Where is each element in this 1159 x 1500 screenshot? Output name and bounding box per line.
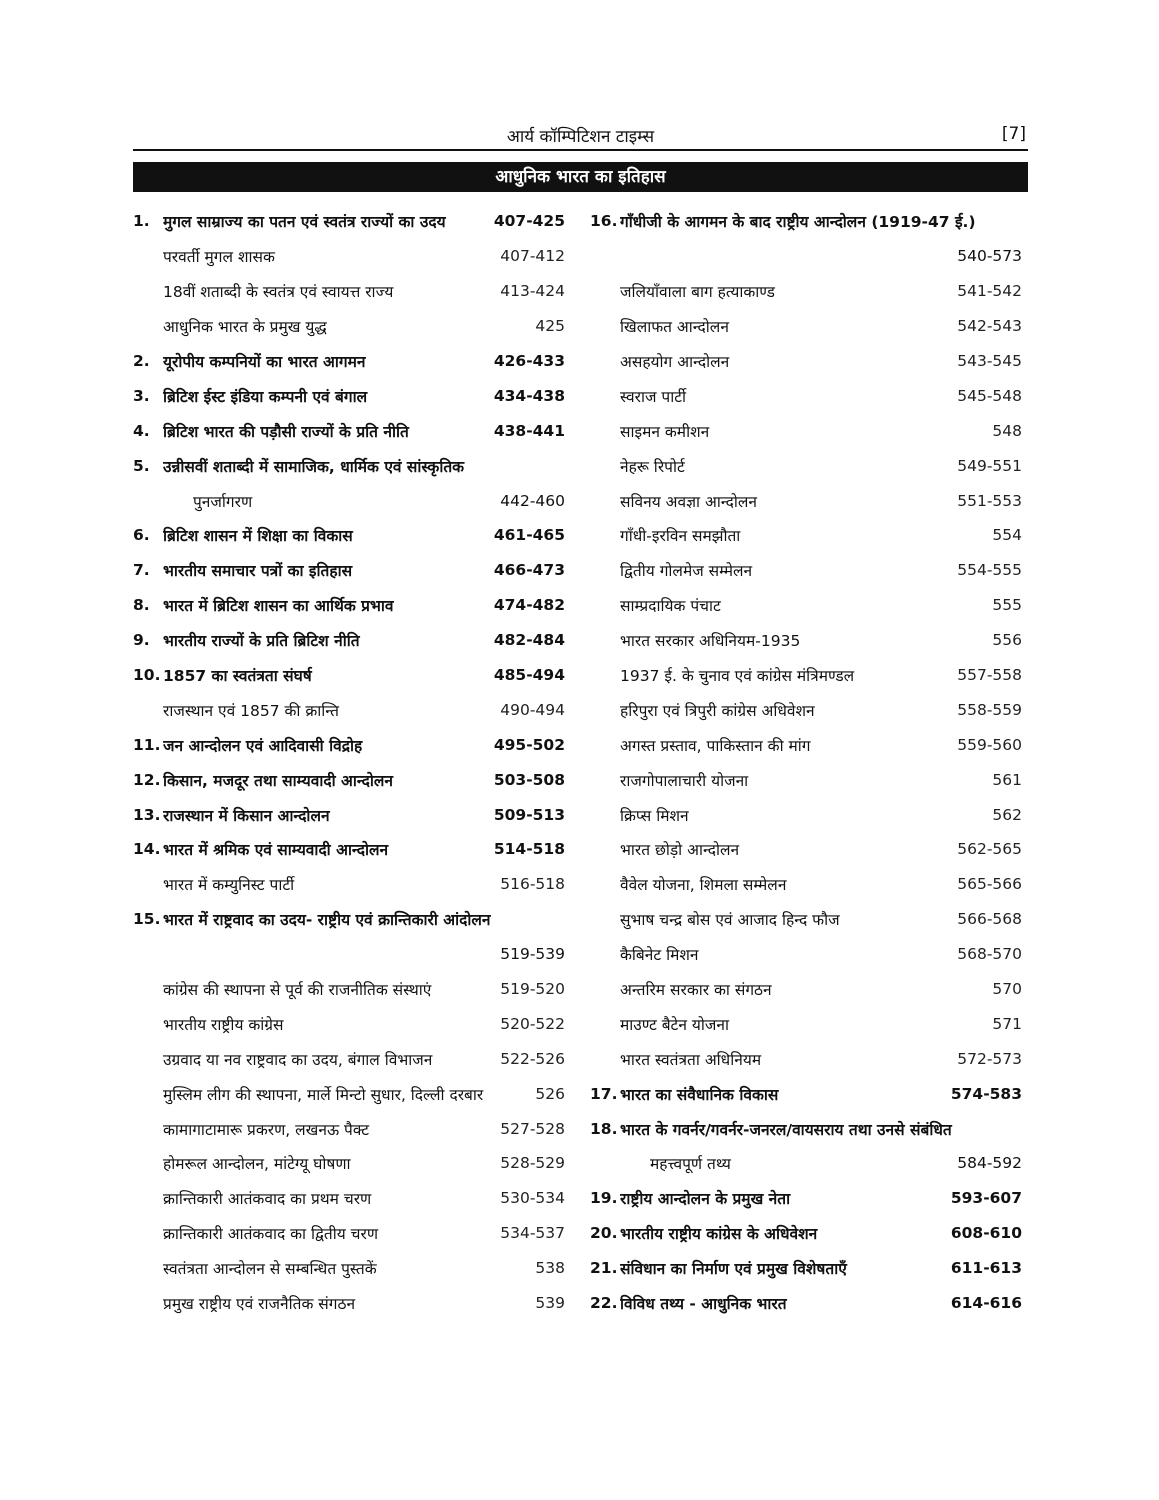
entry-number: 2. — [133, 352, 150, 370]
entry-pages: 608-610 — [950, 1224, 1022, 1243]
entry-title: कांग्रेस की स्थापना से पूर्व की राजनीतिक संस्थाएं — [163, 981, 432, 1000]
entry-pages: 425 — [535, 317, 565, 336]
entry-title: गाँधी-इरविन समझौता — [620, 527, 741, 546]
toc-subtopic-entry[interactable] — [133, 1286, 565, 1321]
entry-pages: 558-559 — [957, 700, 1022, 719]
toc-subtopic-entry[interactable] — [590, 413, 1022, 448]
entry-number: 13. — [133, 805, 161, 824]
entry-pages: 522-526 — [500, 1049, 565, 1068]
toc-chapter-entry[interactable] — [590, 1111, 1022, 1146]
toc-subtopic-entry[interactable] — [590, 483, 1022, 518]
entry-number: 1. — [133, 212, 150, 231]
toc-subtopic-entry[interactable] — [590, 274, 1022, 309]
entry-title: मुस्लिम लीग की स्थापना, मार्ले मिन्टो सुधार, दिल्ली दरबार — [163, 1085, 484, 1104]
toc-subtopic-entry[interactable] — [133, 1006, 565, 1041]
entry-title: भारत सरकार अधिनियम-1935 — [620, 632, 801, 651]
entry-pages: 554-555 — [957, 561, 1022, 580]
entry-title: जन आन्दोलन एवं आदिवासी विद्रोह — [163, 736, 363, 755]
entry-title: पुनर्जागरण — [193, 492, 253, 511]
entry-title: हरिपुरा एवं त्रिपुरी कांग्रेस अधिवेशन — [620, 701, 815, 720]
toc-subtopic-entry[interactable] — [590, 588, 1022, 623]
entry-pages: 557-558 — [957, 666, 1022, 685]
toc-subtopic-entry[interactable] — [590, 692, 1022, 727]
entry-title: क्रान्तिकारी आतंकवाद का प्रथम चरण — [163, 1190, 372, 1209]
entry-pages: 572-573 — [957, 1049, 1022, 1068]
toc-subtopic-entry[interactable] — [590, 309, 1022, 344]
toc-subtopic-entry[interactable] — [590, 658, 1022, 693]
toc-chapter-entry[interactable] — [133, 727, 565, 762]
entry-pages: 542-543 — [957, 317, 1022, 336]
entry-pages: 526 — [535, 1084, 565, 1103]
entry-title: भारत स्वतंत्रता अधिनियम — [620, 1050, 762, 1069]
entry-title: विविध तथ्य - आधुनिक भारत — [620, 1295, 787, 1314]
entry-pages: 503-508 — [493, 770, 565, 789]
entry-title: अन्तरिम सरकार का संगठन — [620, 981, 772, 1000]
entry-pages: 530-534 — [500, 1189, 565, 1208]
toc-subtopic-entry[interactable] — [590, 832, 1022, 867]
entry-pages: 519-539 — [500, 945, 565, 964]
entry-pages: 568-570 — [957, 945, 1022, 964]
entry-pages: 593-607 — [950, 1189, 1022, 1208]
entry-title: क्रान्तिकारी आतंकवाद का द्वितीय चरण — [163, 1225, 379, 1244]
toc-subtopic-entry[interactable] — [133, 972, 565, 1007]
toc-chapter-entry[interactable] — [133, 553, 565, 588]
entry-title: 1857 का स्वतंत्रता संघर्ष — [163, 667, 312, 686]
entry-pages: 495-502 — [493, 735, 565, 754]
entry-title: आधुनिक भारत के प्रमुख युद्ध — [163, 318, 327, 337]
entry-title: मुगल साम्राज्य का पतन एवं स्वतंत्र राज्यों का उदय — [163, 213, 446, 232]
section-banner: आधुनिक भारत का इतिहास — [133, 162, 1028, 192]
entry-title: भारतीय समाचार पत्रों का इतिहास — [163, 562, 353, 581]
entry-pages: 611-613 — [950, 1259, 1022, 1278]
toc-subtopic-entry[interactable] — [590, 344, 1022, 379]
entry-title: सविनय अवज्ञा आन्दोलन — [620, 492, 757, 511]
entry-title: नेहरू रिपोर्ट — [620, 457, 685, 476]
entry-pages: 426-433 — [493, 352, 565, 370]
toc-left-column — [133, 204, 565, 1321]
entry-title: भारतीय राज्यों के प्रति ब्रिटिश नीति — [163, 632, 360, 651]
entry-pages: 614-616 — [950, 1294, 1022, 1313]
toc-entry-continuation[interactable] — [590, 1146, 1022, 1181]
header-rule — [133, 149, 1028, 151]
entry-pages: 466-473 — [493, 561, 565, 580]
toc-subtopic-entry[interactable] — [133, 1076, 565, 1111]
entry-number: 19. — [590, 1189, 618, 1208]
entry-title: भारतीय राष्ट्रीय कांग्रेस — [163, 1015, 284, 1034]
toc-chapter-entry[interactable] — [133, 448, 565, 483]
entry-pages: 556 — [992, 631, 1022, 650]
entry-title: असहयोग आन्दोलन — [620, 353, 730, 371]
entry-title: गाँधीजी के आगमन के बाद राष्ट्रीय आन्दोलन (1919-47 ई.) — [620, 213, 976, 232]
entry-title: 1937 ई. के चुनाव एवं कांग्रेस मंत्रिमण्डल — [620, 667, 855, 686]
toc-subtopic-entry[interactable] — [133, 867, 565, 902]
entry-number: 14. — [133, 840, 161, 859]
toc-chapter-entry[interactable] — [133, 344, 565, 379]
entry-pages: 438-441 — [493, 421, 565, 440]
entry-number: 8. — [133, 596, 150, 615]
entry-title: वैवेल योजना, शिमला सम्मेलन — [620, 876, 787, 895]
entry-title: प्रमुख राष्ट्रीय एवं राजनैतिक संगठन — [163, 1295, 356, 1314]
toc-subtopic-entry[interactable] — [590, 378, 1022, 413]
toc-subtopic-entry[interactable] — [590, 867, 1022, 902]
entry-title: राजगोपालाचारी योजना — [620, 771, 749, 790]
toc-subtopic-entry[interactable] — [590, 1006, 1022, 1041]
entry-title: महत्त्वपूर्ण तथ्य — [650, 1155, 731, 1174]
toc-subtopic-entry[interactable] — [590, 553, 1022, 588]
entry-number: 20. — [590, 1224, 618, 1243]
toc-subtopic-entry[interactable] — [133, 692, 565, 727]
entry-pages: 509-513 — [493, 805, 565, 824]
entry-pages: 559-560 — [957, 735, 1022, 754]
entry-pages: 584-592 — [957, 1154, 1022, 1173]
toc-subtopic-entry[interactable] — [590, 623, 1022, 658]
entry-pages: 485-494 — [493, 666, 565, 685]
toc-chapter-entry[interactable] — [133, 204, 565, 239]
toc-subtopic-entry[interactable] — [590, 972, 1022, 1007]
entry-title: स्वतंत्रता आन्दोलन से सम्बन्धित पुस्तकें — [163, 1260, 377, 1279]
entry-title: भारत में राष्ट्रवाद का उदय- राष्ट्रीय एवं क्रान्तिकारी आंदोलन — [163, 911, 491, 930]
entry-pages: 407-412 — [500, 247, 565, 266]
entry-pages: 551-553 — [957, 491, 1022, 510]
entry-pages: 565-566 — [957, 875, 1022, 894]
entry-title: भारत में कम्युनिस्ट पार्टी — [163, 876, 295, 895]
entry-number: 18. — [590, 1119, 618, 1138]
toc-chapter-entry[interactable] — [133, 797, 565, 832]
toc-right-column — [590, 204, 1022, 1321]
entry-title: 18वीं शताब्दी के स्वतंत्र एवं स्वायत्त राज्य — [163, 283, 394, 302]
entry-title: राजस्थान एवं 1857 की क्रान्ति — [163, 701, 339, 720]
toc-subtopic-entry[interactable] — [133, 309, 565, 344]
entry-title: उग्रवाद या नव राष्ट्रवाद का उदय, बंगाल विभाजन — [163, 1050, 433, 1069]
entry-number: 5. — [133, 456, 150, 475]
entry-pages: 413-424 — [500, 282, 565, 301]
toc-chapter-entry[interactable] — [590, 204, 1022, 239]
entry-title: कैबिनेट मिशन — [620, 946, 699, 965]
entry-title: साइमन कमीशन — [620, 422, 710, 441]
toc-chapter-entry[interactable] — [133, 762, 565, 797]
toc-chapter-entry[interactable] — [590, 1251, 1022, 1286]
entry-number: 11. — [133, 735, 161, 754]
entry-pages: 539 — [535, 1294, 565, 1313]
toc-subtopic-entry[interactable] — [590, 518, 1022, 553]
entry-pages: 571 — [992, 1014, 1022, 1033]
toc-chapter-entry[interactable] — [133, 588, 565, 623]
entry-title: उन्नीसवीं शताब्दी में सामाजिक, धार्मिक एवं सांस्कृतिक — [163, 457, 465, 476]
toc-subtopic-entry[interactable] — [590, 902, 1022, 937]
entry-pages: 527-528 — [500, 1119, 565, 1138]
toc-chapter-entry[interactable] — [133, 832, 565, 867]
entry-title: भारत के गवर्नर/गवर्नर-जनरल/वायसराय तथा उनसे संबंधित — [620, 1120, 952, 1139]
entry-pages: 570 — [992, 980, 1022, 999]
toc-chapter-entry[interactable] — [590, 1181, 1022, 1216]
toc-chapter-entry[interactable] — [590, 1286, 1022, 1321]
entry-pages: 482-484 — [493, 631, 565, 650]
entry-title: भारत में श्रमिक एवं साम्यवादी आन्दोलन — [163, 841, 389, 860]
toc-subtopic-entry[interactable] — [133, 1041, 565, 1076]
entry-pages: 442-460 — [500, 491, 565, 510]
entry-title: कामागाटामारू प्रकरण, लखनऊ पैक्ट — [163, 1120, 370, 1139]
toc-entry-continuation[interactable] — [133, 937, 565, 972]
entry-title: राजस्थान में किसान आन्दोलन — [163, 806, 330, 825]
toc-chapter-entry[interactable] — [133, 413, 565, 448]
page-header — [133, 122, 1028, 150]
entry-title: ब्रिटिश ईस्ट इंडिया कम्पनी एवं बंगाल — [163, 387, 368, 406]
entry-title: ब्रिटिश भारत की पड़ौसी राज्यों के प्रति नीति — [163, 422, 409, 441]
entry-pages: 549-551 — [957, 456, 1022, 475]
entry-title: भारत छोड़ो आन्दोलन — [620, 841, 740, 860]
entry-title: किसान, मजदूर तथा साम्यवादी आन्दोलन — [163, 771, 393, 790]
entry-pages: 555 — [992, 596, 1022, 615]
entry-pages: 548 — [992, 421, 1022, 440]
toc-chapter-entry[interactable] — [133, 902, 565, 937]
entry-pages: 490-494 — [500, 700, 565, 719]
entry-pages: 554 — [992, 526, 1022, 545]
page-number: [7] — [1001, 124, 1026, 144]
entry-pages: 434-438 — [493, 386, 565, 405]
entry-title: यूरोपीय कम्पनियों का भारत आगमन — [163, 353, 366, 371]
entry-pages: 562 — [992, 805, 1022, 824]
entry-title: खिलाफत आन्दोलन — [620, 318, 729, 337]
toc-subtopic-entry[interactable] — [133, 1111, 565, 1146]
toc-subtopic-entry[interactable] — [590, 1041, 1022, 1076]
entry-pages: 574-583 — [950, 1084, 1022, 1103]
entry-title: द्वितीय गोलमेज सम्मेलन — [620, 562, 753, 581]
toc-chapter-entry[interactable] — [133, 518, 565, 553]
entry-title: राष्ट्रीय आन्दोलन के प्रमुख नेता — [620, 1190, 791, 1209]
entry-number: 9. — [133, 631, 150, 650]
entry-pages: 562-565 — [957, 840, 1022, 859]
toc-subtopic-entry[interactable] — [590, 448, 1022, 483]
toc-subtopic-entry[interactable] — [133, 1181, 565, 1216]
entry-pages: 461-465 — [493, 526, 565, 545]
entry-title: ब्रिटिश शासन में शिक्षा का विकास — [163, 527, 353, 546]
toc-entry-continuation[interactable] — [590, 239, 1022, 274]
toc-chapter-entry[interactable] — [133, 658, 565, 693]
entry-pages: 514-518 — [493, 840, 565, 859]
toc-subtopic-entry[interactable] — [590, 762, 1022, 797]
entry-title: भारत में ब्रिटिश शासन का आर्थिक प्रभाव — [163, 597, 394, 616]
entry-pages: 540-573 — [957, 247, 1022, 266]
entry-title: स्वराज पार्टी — [620, 387, 687, 406]
entry-number: 15. — [133, 910, 161, 929]
toc-subtopic-entry[interactable] — [133, 239, 565, 274]
entry-number: 3. — [133, 386, 150, 405]
toc-entry-continuation[interactable] — [133, 483, 565, 518]
toc-chapter-entry[interactable] — [590, 1216, 1022, 1251]
entry-title: सुभाष चन्द्र बोस एवं आजाद हिन्द फौज — [620, 911, 840, 930]
entry-title: होमरूल आन्दोलन, मांटेग्यू घोषणा — [163, 1155, 351, 1174]
entry-pages: 407-425 — [493, 212, 565, 231]
entry-title: क्रिप्स मिशन — [620, 806, 689, 825]
entry-pages: 561 — [992, 770, 1022, 789]
toc-subtopic-entry[interactable] — [590, 937, 1022, 972]
entry-number: 17. — [590, 1084, 618, 1103]
entry-pages: 534-537 — [500, 1224, 565, 1243]
entry-title: अगस्त प्रस्ताव, पाकिस्तान की मांग — [620, 736, 811, 755]
entry-pages: 543-545 — [957, 352, 1022, 370]
entry-pages: 545-548 — [957, 386, 1022, 405]
toc-subtopic-entry[interactable] — [590, 727, 1022, 762]
entry-number: 12. — [133, 770, 161, 789]
toc-subtopic-entry[interactable] — [590, 797, 1022, 832]
toc-subtopic-entry[interactable] — [133, 1146, 565, 1181]
entry-number: 4. — [133, 421, 150, 440]
entry-title: भारत का संवैधानिक विकास — [620, 1085, 779, 1104]
entry-title: भारतीय राष्ट्रीय कांग्रेस के अधिवेशन — [620, 1225, 818, 1244]
toc-chapter-entry[interactable] — [133, 378, 565, 413]
entry-number: 6. — [133, 526, 150, 545]
entry-pages: 566-568 — [957, 910, 1022, 929]
entry-title: संविधान का निर्माण एवं प्रमुख विशेषताएँ — [620, 1260, 847, 1279]
entry-pages: 474-482 — [493, 596, 565, 615]
toc-chapter-entry[interactable] — [133, 623, 565, 658]
toc-chapter-entry[interactable] — [590, 1076, 1022, 1111]
entry-number: 10. — [133, 666, 161, 685]
toc-subtopic-entry[interactable] — [133, 1251, 565, 1286]
entry-number: 16. — [590, 212, 618, 231]
toc-subtopic-entry[interactable] — [133, 1216, 565, 1251]
entry-title: साम्प्रदायिक पंचाट — [620, 597, 721, 616]
entry-title: परवर्ती मुगल शासक — [163, 248, 275, 267]
toc-subtopic-entry[interactable] — [133, 274, 565, 309]
entry-title: माउण्ट बैटेन योजना — [620, 1015, 730, 1034]
entry-pages: 519-520 — [500, 980, 565, 999]
entry-pages: 538 — [535, 1259, 565, 1278]
publication-title: आर्य कॉम्पिटिशन टाइम्स — [506, 127, 655, 147]
entry-pages: 528-529 — [500, 1154, 565, 1173]
entry-pages: 520-522 — [500, 1014, 565, 1033]
entry-number: 22. — [590, 1294, 618, 1313]
entry-title: जलियाँवाला बाग हत्याकाण्ड — [620, 283, 775, 302]
entry-pages: 541-542 — [957, 282, 1022, 301]
entry-number: 21. — [590, 1259, 618, 1278]
entry-number: 7. — [133, 561, 150, 580]
entry-pages: 516-518 — [500, 875, 565, 894]
